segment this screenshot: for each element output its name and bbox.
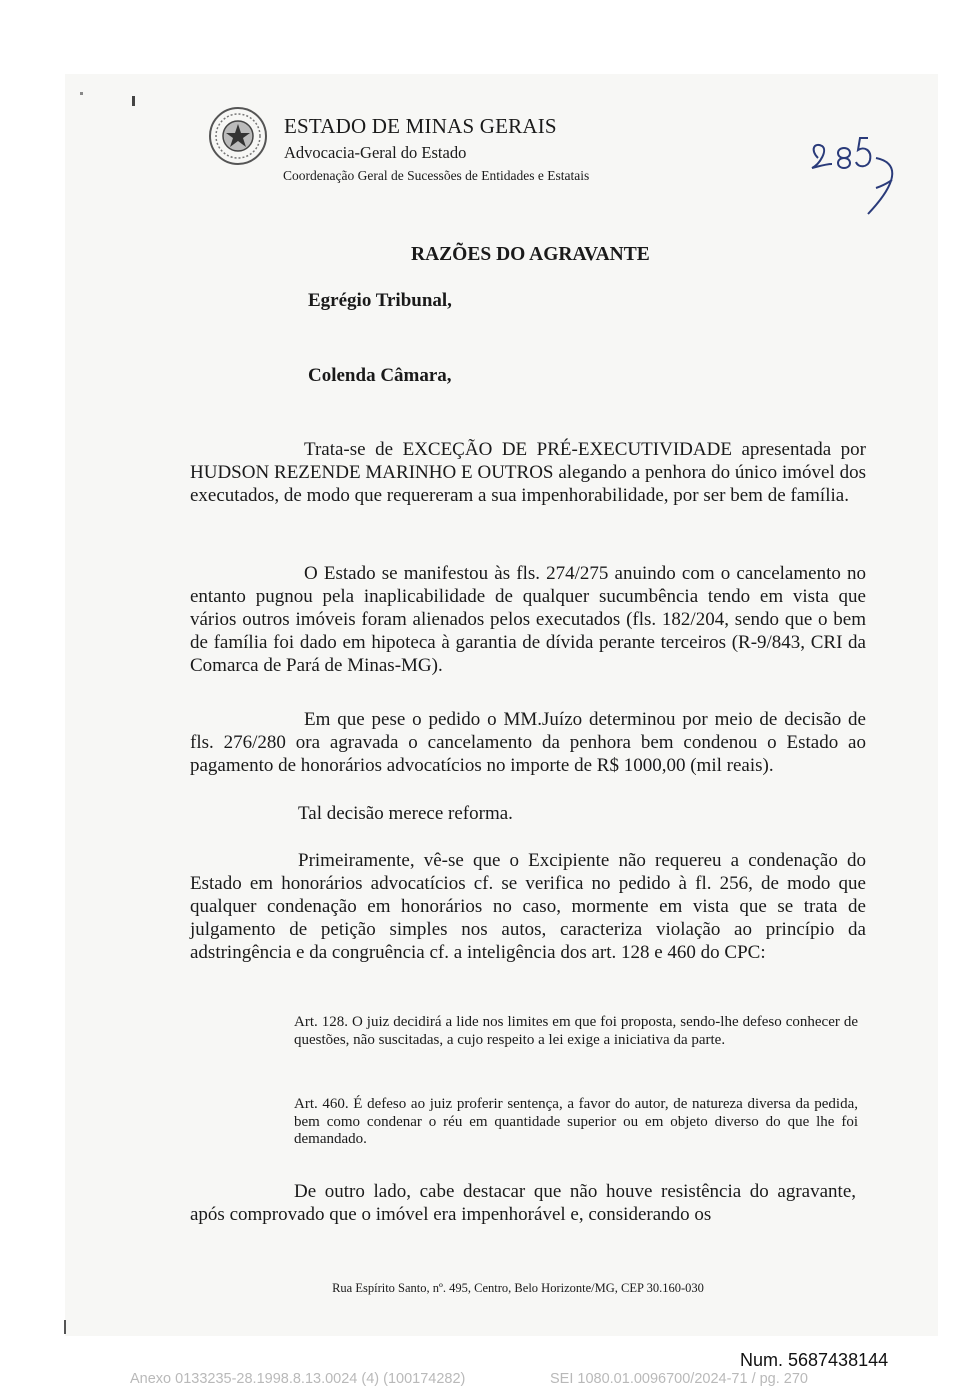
- scan-speck: [64, 1320, 66, 1334]
- header-state: ESTADO DE MINAS GERAIS: [284, 114, 557, 138]
- annex-stamp: [130, 1371, 808, 1387]
- header-agency: Advocacia-Geral do Estado: [284, 143, 467, 162]
- salutation-tribunal: Egrégio Tribunal,: [308, 290, 452, 311]
- document-title: RAZÕES DO AGRAVANTE: [411, 244, 650, 265]
- paragraph-4: Tal decisão merece reforma.: [298, 803, 513, 824]
- handwritten-page-number-icon: [806, 128, 916, 223]
- quote-art-128: Art. 128. O juiz decidirá a lide nos limites em que foi proposta, sendo-lhe defeso conhecer de questões, não suscitadas, a cujo respeito a lei exige a iniciativa da parte.: [294, 1014, 858, 1048]
- scan-speck: [80, 92, 83, 95]
- quote-art-460: Art. 460. É defeso ao juiz proferir sentença, a favor do autor, de natureza diversa da pedida, bem como condenar o réu em quantidade superior ou em objeto diverso do que lhe foi demandado.: [294, 1096, 858, 1147]
- paragraph-6: De outro lado, cabe destacar que não houve resistência do agravante, após comprovado que o imóvel era impenhorável e, considerando os: [190, 1181, 856, 1225]
- annex-stamp-right: SEI 1080.01.0096700/2024-71 / pg. 270: [550, 1371, 808, 1387]
- state-coat-of-arms-icon: [208, 106, 268, 166]
- paragraph-2: O Estado se manifestou às fls. 274/275 anuindo com o cancelamento no entanto pugnou pela inaplicabilidade de qualquer sucumbência tendo em vista que vários outros imóveis foram alienados pelos executados (fls. 182/204, sendo que o bem de família foi dado em hipoteca à garantia de dívida perante terceiros (R-9/843, CRI da Comarca de Pará de Minas-MG).: [190, 563, 866, 676]
- footer-address: Rua Espírito Santo, nº. 495, Centro, Belo Horizonte/MG, CEP 30.160-030: [332, 1281, 704, 1295]
- scan-speck: [132, 96, 135, 106]
- paragraph-3: Em que pese o pedido o MM.Juízo determinou por meio de decisão de fls. 276/280 ora agravada o cancelamento da penhora bem condenou o Estado ao pagamento de honorários advocatícios no importe de R$ 1000,00 (mil reais).: [190, 709, 866, 776]
- document-number: Num. 5687438144: [740, 1350, 889, 1370]
- annex-stamp-left: Anexo 0133235-28.1998.8.13.0024 (4) (100174282): [130, 1371, 466, 1387]
- paragraph-5: Primeiramente, vê-se que o Excipiente não requereu a condenação do Estado em honorários advocatícios cf. se verifica no pedido à fl. 256, de modo que qualquer condenação em honorários no caso, mormente em vista que se trata de julgamento de petição simples nos autos, caracteriza violação ao princípio da adstringência e da congruência cf. a inteligência dos art. 128 e 460 do CPC:: [190, 850, 866, 963]
- header-department: Coordenação Geral de Sucessões de Entidades e Estatais: [283, 168, 590, 183]
- paragraph-1: Trata-se de EXCEÇÃO DE PRÉ-EXECUTIVIDADE apresentada por HUDSON REZENDE MARINHO E OUTROS alegando a penhora do único imóvel dos executados, de modo que requereram a sua impenhorabilidade, por ser bem de família.: [190, 439, 866, 506]
- salutation-camara: Colenda Câmara,: [308, 365, 452, 386]
